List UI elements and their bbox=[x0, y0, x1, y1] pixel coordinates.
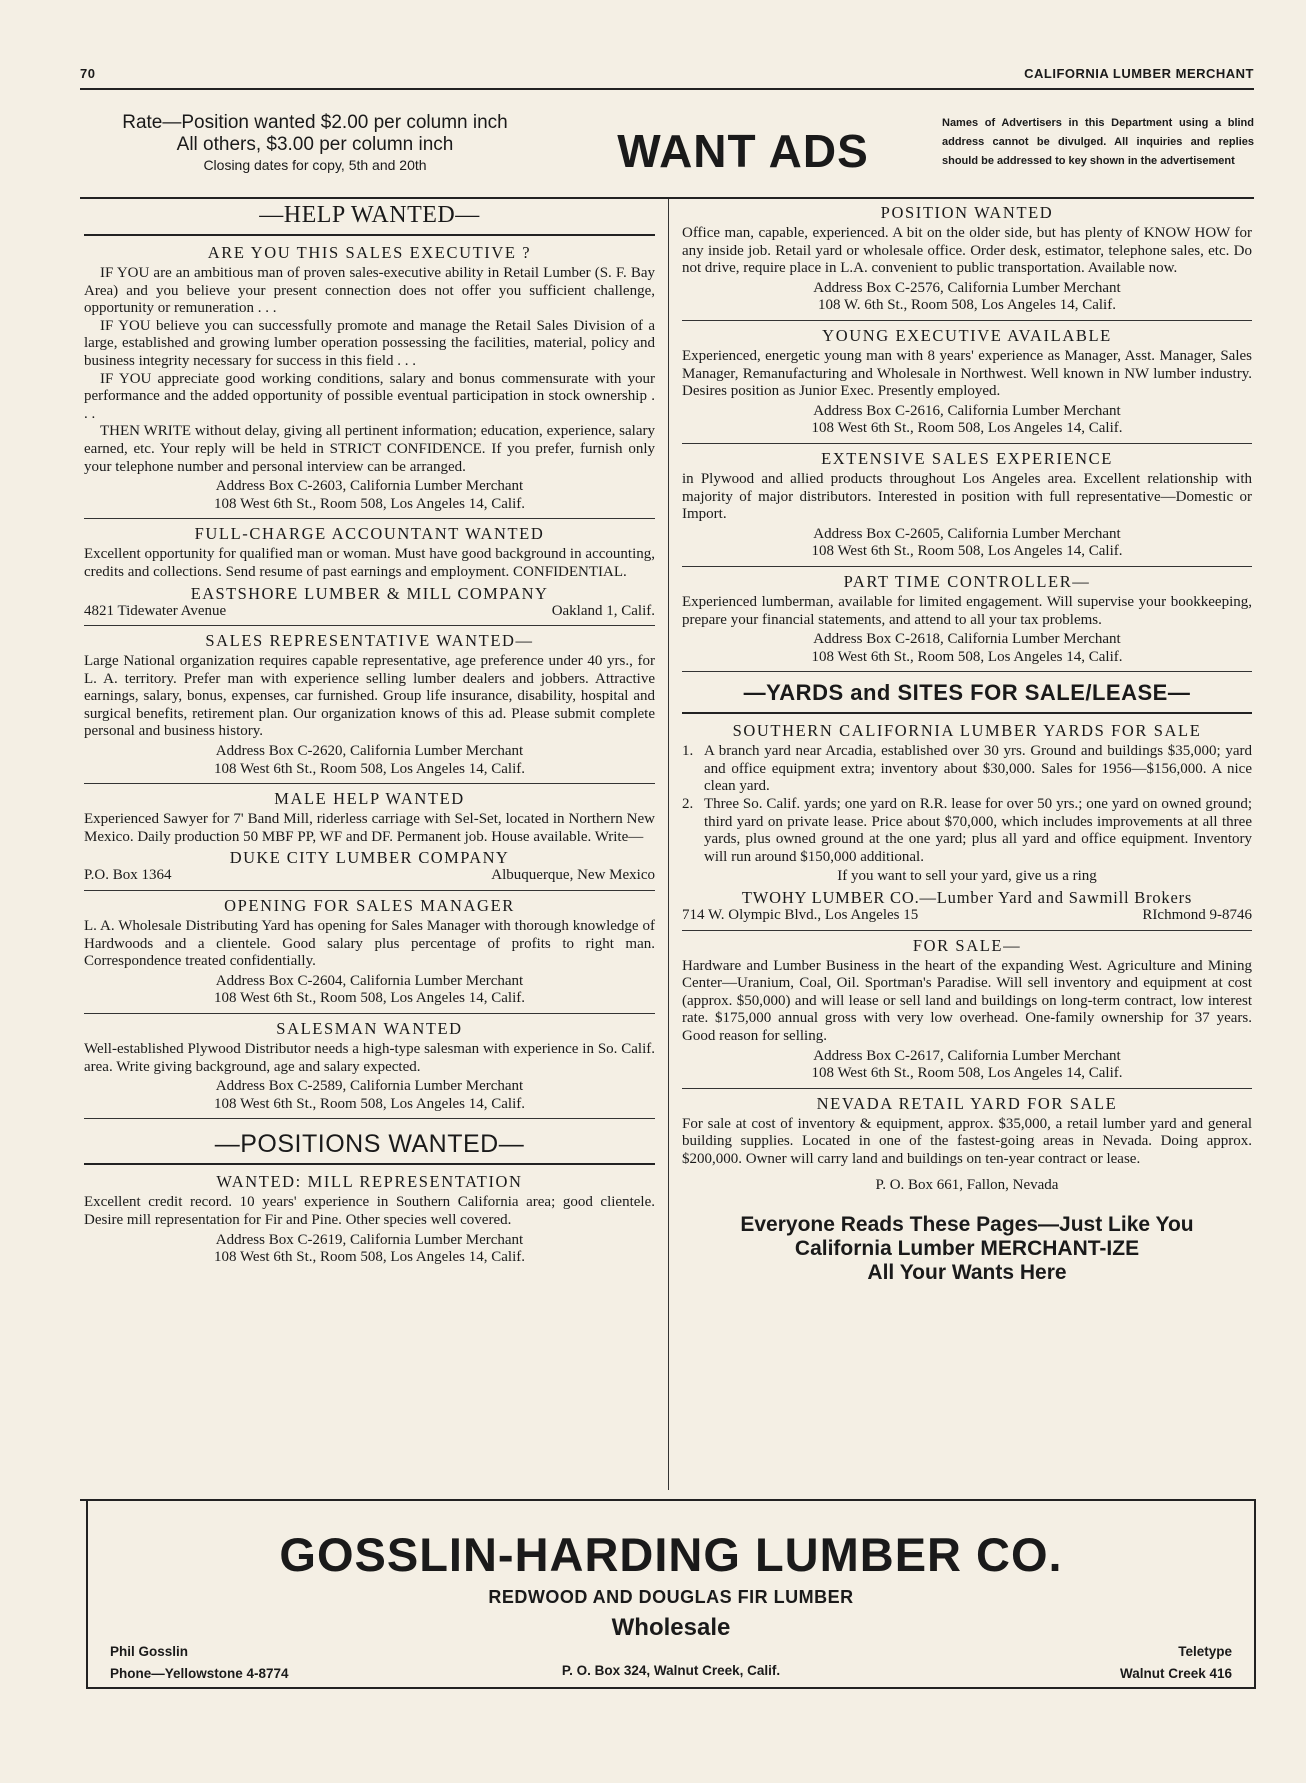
ad-title: OPENING FOR SALES MANAGER bbox=[224, 896, 515, 916]
ad-title: WANTED: MILL REPRESENTATION bbox=[216, 1172, 523, 1192]
ad-accountant bbox=[84, 519, 655, 626]
ad-body: Large National organization requires capable representative, age preference under 40 yrs., for L. A. territory. Prefer man with experience selling lumber dealers and jobbers. Attractive earnings, salary, bonus, expenses, car furnished. Group life insurance, disability, hospital and surgical benefits, retirement plan. Our organization knows of this ad. Please submit complete personal and business history. bbox=[84, 653, 655, 740]
ad-title: YOUNG EXECUTIVE AVAILABLE bbox=[822, 325, 1112, 345]
address-line: Address Box C-2619, California Lumber Merchant bbox=[215, 1231, 524, 1248]
ad-body: Hardware and Lumber Business in the heart of the expanding West. Agriculture and Mining Center—Uranium, Coal, Oil. Sportman's Paradise. Will sell inventory and equipment at cost (approx. $50,000) and will lease or sell land and buildings on long-term contract, low interest rate. $175,000 annual gross with very low overhead. One-family ownership for 37 years. Good reason for selling. bbox=[682, 957, 1252, 1044]
ad-title: ARE YOU THIS SALES EXECUTIVE ? bbox=[207, 243, 532, 262]
ad-title: SOUTHERN CALIFORNIA LUMBER YARDS FOR SALE bbox=[732, 721, 1202, 741]
address-box: P.O. Box 1364 bbox=[84, 867, 172, 884]
promo-line-2: California Lumber MERCHANT-IZE bbox=[794, 1237, 1140, 1261]
address-line: 108 West 6th St., Room 508, Los Angeles 14, Calif. bbox=[811, 648, 1123, 665]
ad-body bbox=[84, 265, 655, 476]
ad-address bbox=[682, 1169, 1252, 1195]
ad-paragraph: IF YOU appreciate good working conditions, salary and bonus commensurate with your performance and the added opportunity of possible eventual participation in stock ownership . . . bbox=[84, 370, 655, 422]
address-city: Oakland 1, Calif. bbox=[551, 602, 655, 619]
ad-address bbox=[682, 629, 1252, 666]
ad-body: Experienced lumberman, available for limited engagement. Will supervise your bookkeeping, prepare your financial statements, and attend to all your tax problems. bbox=[682, 593, 1252, 628]
advert-contact-right bbox=[1120, 1641, 1232, 1685]
ad-paragraph: IF YOU are an ambitious man of proven sales-executive ability in Retail Lumber (S. F. Bay Area) and you believe your present connection does not offer you sufficient challenge, opportunity or remuneration . . . bbox=[84, 265, 655, 317]
address-line: 108 West 6th St., Room 508, Los Angeles 14, Calif. bbox=[213, 990, 525, 1007]
running-header bbox=[80, 62, 1254, 90]
ad-sales-executive bbox=[84, 238, 655, 519]
ad-address bbox=[682, 1046, 1252, 1083]
advert-po-box: P. O. Box 324, Walnut Creek, Calif. bbox=[561, 1663, 781, 1678]
advert-wholesale: Wholesale bbox=[611, 1614, 731, 1641]
address-line: 108 West 6th St., Room 508, Los Angeles 14, Calif. bbox=[811, 1065, 1123, 1082]
ad-title: PART TIME CONTROLLER— bbox=[843, 571, 1091, 591]
ad-address bbox=[84, 476, 655, 513]
reads-promo bbox=[682, 1199, 1252, 1285]
ad-body: Excellent credit record. 10 years' experience in Southern California area; good clientele. Desire mill representation for Fir and Pine. Other species well covered. bbox=[84, 1194, 655, 1228]
rate-info bbox=[80, 112, 550, 174]
page-number: 70 bbox=[80, 66, 96, 81]
ad-body: Excellent opportunity for qualified man or woman. Must have good background in accounting, credits and collections. Send resume of past earnings and employment. CONFIDENTIAL. bbox=[84, 546, 655, 580]
list-item bbox=[682, 796, 1252, 866]
ad-paragraph: IF YOU believe you can successfully promote and manage the Retail Sales Division of a large, established and growing lumber operation possessing the facilities, material, policy and business integrity necessary for success in this field . . . bbox=[84, 317, 655, 369]
want-ads-masthead bbox=[80, 112, 1254, 192]
ad-position-wanted bbox=[682, 198, 1252, 321]
ad-title: SALESMAN WANTED bbox=[276, 1019, 463, 1038]
ad-male-help bbox=[84, 784, 655, 891]
ad-socal-yards bbox=[682, 716, 1252, 930]
rate-line-3: Closing dates for copy, 5th and 20th bbox=[203, 157, 427, 173]
address-line: Address Box C-2617, California Lumber Merchant bbox=[813, 1047, 1121, 1064]
ad-part-time-controller bbox=[682, 567, 1252, 672]
blind-address-notice: Names of Advertisers in this Department using a blind address cannot be divulged. All inquiries and replies should be addressed to key shown in the advertisement bbox=[942, 117, 1254, 167]
ad-salesman bbox=[84, 1014, 655, 1119]
company-address bbox=[682, 907, 1252, 925]
address-line: Address Box C-2616, California Lumber Merchant bbox=[813, 402, 1121, 419]
ad-mill-representation bbox=[84, 1167, 655, 1271]
item-number: 1. bbox=[682, 743, 694, 760]
want-ads-title: WANT ADS bbox=[617, 125, 869, 177]
address-line: Address Box C-2620, California Lumber Merchant bbox=[215, 743, 524, 760]
ad-address bbox=[682, 401, 1252, 438]
phone-number: RIchmond 9-8746 bbox=[1142, 907, 1252, 924]
help-wanted-banner: —HELP WANTED— bbox=[259, 202, 480, 228]
company-address bbox=[84, 867, 655, 885]
item-text: Three So. Calif. yards; one yard on R.R. lease for over 50 yrs.; one yard on owned ground; third yard on private lease. Price about $70,000, which includes improvements at all three yards, plus owned ground at the one yard; plus all yard and office equipment. Inventory will run around $150,000 additional. bbox=[704, 796, 1252, 865]
address-line: Address Box C-2589, California Lumber Merchant bbox=[215, 1078, 524, 1095]
address-city: Albuquerque, New Mexico bbox=[491, 867, 655, 884]
ad-sales-experience bbox=[682, 444, 1252, 567]
ad-title: SALES REPRESENTATIVE WANTED— bbox=[205, 631, 534, 651]
ad-address bbox=[84, 1230, 655, 1267]
company-address bbox=[84, 603, 655, 621]
banner-rule bbox=[682, 712, 1252, 714]
ad-body: Experienced Sawyer for 7' Band Mill, riderless carriage with Sel-Set, located in Northern New Mexico. Daily production 50 MBF PP, WF and DF. Permanent job. House available. Write— bbox=[84, 811, 655, 845]
ad-body: Experienced, energetic young man with 8 years' experience as Manager, Asst. Manager, Sales Manager, Remanufacturing and Wholesale in Northwest. Well known in NW lumber industry. Desires position as Junior Exec. Presently employed. bbox=[682, 347, 1252, 400]
address-line: Address Box C-2604, California Lumber Merchant bbox=[215, 972, 524, 989]
left-column bbox=[84, 198, 655, 1272]
ad-title: POSITION WANTED bbox=[880, 203, 1054, 222]
teletype-label: Teletype bbox=[1178, 1644, 1232, 1659]
address-line: P. O. Box 661, Fallon, Nevada bbox=[875, 1176, 1059, 1193]
ad-for-sale bbox=[682, 931, 1252, 1089]
address-line: Address Box C-2576, California Lumber Merchant bbox=[813, 279, 1121, 296]
teletype-number: Walnut Creek 416 bbox=[1119, 1666, 1232, 1681]
ad-body: Office man, capable, experienced. A bit on the older side, but has plenty of KNOW HOW for any inside job. Retail yard or wholesale office. Order desk, estimator, telephone sales, etc. Do not drive, require place in L.A. convenient to public transportation. Available now. bbox=[682, 225, 1252, 277]
address-street: 4821 Tidewater Avenue bbox=[84, 602, 227, 619]
address-line: 108 West 6th St., Room 508, Los Angeles 14, Calif. bbox=[811, 420, 1123, 437]
rate-line-1: Rate—Position wanted $2.00 per column inch bbox=[122, 112, 508, 133]
contact-phone: Phone—Yellowstone 4-8774 bbox=[110, 1666, 289, 1681]
banner-rule bbox=[84, 1163, 655, 1165]
ad-sales-representative bbox=[84, 626, 655, 784]
positions-wanted-banner: —POSITIONS WANTED— bbox=[214, 1130, 525, 1159]
magazine-name: CALIFORNIA LUMBER MERCHANT bbox=[1024, 66, 1254, 81]
gosslin-harding-advert bbox=[86, 1501, 1256, 1689]
ad-nevada-yard bbox=[682, 1089, 1252, 1199]
ad-address bbox=[84, 971, 655, 1008]
address-line: 108 West 6th St., Room 508, Los Angeles 14, Calif. bbox=[213, 760, 525, 777]
ad-address bbox=[84, 741, 655, 778]
ad-title: NEVADA RETAIL YARD FOR SALE bbox=[816, 1093, 1118, 1113]
ad-body: For sale at cost of inventory & equipment, approx. $35,000, a retail lumber yard and general building supplies. Located in one of the fastest-going areas in Nevada. Doing approx. $200,000. Owner will carry land and buildings on ten-year contract or lease. bbox=[682, 1115, 1252, 1167]
advert-company-name: GOSSLIN-HARDING LUMBER CO. bbox=[279, 1528, 1063, 1581]
address-line: Address Box C-2618, California Lumber Merchant bbox=[813, 631, 1121, 648]
rate-line-2: All others, $3.00 per column inch bbox=[176, 134, 454, 155]
address-line: Address Box C-2603, California Lumber Merchant bbox=[215, 478, 524, 495]
ad-address bbox=[84, 1076, 655, 1113]
ad-title: FULL-CHARGE ACCOUNTANT WANTED bbox=[194, 524, 545, 544]
address-line: 108 West 6th St., Room 508, Los Angeles 14, Calif. bbox=[213, 1249, 525, 1266]
advert-products: REDWOOD AND DOUGLAS FIR LUMBER bbox=[488, 1587, 854, 1607]
ad-address bbox=[682, 524, 1252, 561]
yards-sites-banner: —YARDS and SITES FOR SALE/LEASE— bbox=[743, 680, 1191, 706]
ad-body: in Plywood and allied products throughout Los Angeles area. Excellent relationship with majority of major distributors. Interested in position with full representative—Domestic or Import. bbox=[682, 470, 1252, 523]
ad-paragraph: THEN WRITE without delay, giving all pertinent information; education, experience, salary earned, etc. Your reply will be held in STRICT CONFIDENCE. If you prefer, furnish only your telephone number and personal interview can be arranged. bbox=[84, 423, 655, 475]
address-street: 714 W. Olympic Blvd., Los Angeles 15 bbox=[682, 907, 919, 924]
item-text: A branch yard near Arcadia, established over 30 yrs. Ground and buildings $35,000; yard and office equipment extra; inventory about $30,000. Sales for 1956—$156,000. A nice clean yard. bbox=[704, 743, 1252, 795]
address-line: Address Box C-2605, California Lumber Merchant bbox=[813, 525, 1121, 542]
company-name: TWOHY LUMBER CO.—Lumber Yard and Sawmill Brokers bbox=[741, 888, 1193, 908]
column-divider bbox=[668, 199, 669, 1490]
right-column bbox=[682, 198, 1252, 1285]
contact-name: Phil Gosslin bbox=[110, 1644, 189, 1659]
address-line: 108 W. 6th St., Room 508, Los Angeles 14, Calif. bbox=[818, 297, 1116, 314]
address-line: 108 West 6th St., Room 508, Los Angeles 14, Calif. bbox=[213, 1095, 525, 1112]
ad-young-executive bbox=[682, 321, 1252, 444]
ad-closing-line: If you want to sell your yard, give us a ring bbox=[837, 868, 1097, 885]
banner-rule bbox=[84, 234, 655, 236]
company-name: DUKE CITY LUMBER COMPANY bbox=[229, 848, 510, 868]
ad-title: MALE HELP WANTED bbox=[274, 789, 465, 809]
ad-body: L. A. Wholesale Distributing Yard has opening for Sales Manager with thorough knowledge of Hardwoods and a clientele. Good salary plus percentage of profits to right man. Correspondence treated confidentially. bbox=[84, 918, 655, 970]
ad-body: Well-established Plywood Distributor needs a high-type salesman with experience in So. Calif. area. Write giving background, age and salary expected. bbox=[84, 1041, 655, 1075]
ad-sales-manager bbox=[84, 891, 655, 1014]
promo-line-1: Everyone Reads These Pages—Just Like You bbox=[740, 1213, 1194, 1237]
ad-title: FOR SALE— bbox=[912, 935, 1022, 955]
promo-line-3: All Your Wants Here bbox=[867, 1261, 1067, 1285]
ad-address bbox=[682, 278, 1252, 315]
address-line: 108 West 6th St., Room 508, Los Angeles 14, Calif. bbox=[213, 495, 525, 512]
ad-title: EXTENSIVE SALES EXPERIENCE bbox=[821, 448, 1113, 468]
item-number: 2. bbox=[682, 796, 694, 813]
company-name: EASTSHORE LUMBER & MILL COMPANY bbox=[190, 583, 549, 603]
address-line: 108 West 6th St., Room 508, Los Angeles 14, Calif. bbox=[811, 543, 1123, 560]
list-item bbox=[682, 743, 1252, 796]
